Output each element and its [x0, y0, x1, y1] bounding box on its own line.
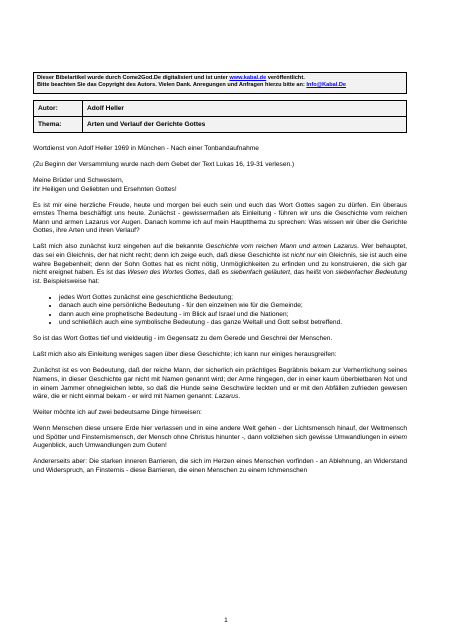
page-number: 1 [224, 617, 228, 624]
reading-note: (Zu Beginn der Versammlung wurde nach dem Gebet der Text Lukas 16, 19-31 verlesen.) [33, 160, 295, 168]
list-item: • dann auch eine prophetische Bedeutung - im Blick auf Israel und die Nationen; [59, 311, 407, 320]
paragraph-transformation: Wenn Menschen diese unsere Erde hier verlassen und in eine andere Welt gehen - der Lichtsmensch hinauf, der Weltmensch und Spötter und Finsternismensch, der Mensch ohne Christus hinunter -, dann vollziehen sich gewisse Umwandlungen in einem Augenblick, auch Umwandlungen zum Guten! [33, 425, 407, 450]
paragraph-word-depth: So ist das Wort Gottes tief und vieldeutig - im Gegensatz zu dem Gerede und Geschrei der Menschen. [33, 335, 333, 343]
article-body [33, 145, 407, 483]
contact-email-link[interactable]: Info@Kabal.De [306, 82, 347, 89]
paragraph-opening: Es ist mir eine herzliche Freude, heute und morgen bei euch sein und euch das Wort Gottes sagen zu dürfen. Ein überaus ernstes Thema beschäftigt uns heute. Zunächst - gewissermaßen als Einleitung - führen wir uns die Geschichte vom reichen Mann und armen Lazarus vor Augen. Danach komme ich auf mein Hauptthema zu sprechen: Was wissen wir über die Gerichte Gottes, ihre Arten und ihren Verlauf? [33, 201, 407, 235]
intro-line: Wortdienst von Adolf Heller 1969 in München - Nach einer Tonbandaufnahme [33, 145, 259, 152]
paragraph-barriers: Andererseits aber: Die starken inneren Barrieren, die sich im Herzen eines Menschen vorfinden - an Ablehnung, an Widerstand und Widerspruch, an Finsternis - diese Barrieren, die einen Menschen zu einem Ichmenschen [33, 458, 407, 474]
kabal-website-link[interactable]: www.kabal.de [229, 75, 267, 81]
article-meta-table [33, 100, 407, 133]
notice-line-2: Bitte beachten Sie das Copyright des Autors. Vielen Dank. Anregungen und Anfragen hierzu bitte an: Info@Kabal.De [37, 82, 347, 89]
list-item: • und schließlich auch eine symbolische Bedeutung - das ganze Weltall und Gott selbst betreffend. [59, 319, 407, 328]
paragraph-two-things: Weiter möchte ich auf zwei bedeutsame Dinge hinweisen: [33, 409, 202, 417]
topic-row [34, 117, 407, 133]
salutation: Meine Brüder und Schwestern, ihr Heiligen und Geliebten und Ersehnten Gottes! [33, 176, 177, 193]
paragraph-rich-man: Zunächst ist es von Bedeutung, daß der reiche Mann, der sicherlich ein prächtiges Begräbnis bekam zur Verherrlichung seines Namens, in dieser Geschichte gar nicht mit Namen genannt wird; der Arme hingegen, der in einer kaum überbietbaren Not und in einem Jammer ohnegleichen lebte, so daß die Hunde seine Geschwüre leckten und er mit den Abfällen zufrieden gewesen wäre, die er nicht einmal bekam - er wird mit Namen genannt: Lazarus. [33, 367, 407, 401]
notice-line-1: Dieser Bibelartikel wurde durch Come2God.De digitalisiert und ist unter www.kabal.de veröffentlicht. [37, 75, 305, 81]
topic-value: Arten und Verlauf der Gerichte Gottes [83, 117, 407, 133]
paragraph-introduction: Laßt mich also als Einleitung weniges sagen über diese Geschichte; ich kann nur einiges herausgreifen: [33, 351, 337, 359]
list-item: • jedes Wort Gottes zunächst eine geschichtliche Bedeutung; [59, 294, 407, 303]
digitization-notice [33, 72, 407, 94]
author-row [34, 101, 407, 117]
author-value: Adolf Heller [83, 101, 407, 117]
paragraph-parable: Laßt mich also zunächst kurz eingehen auf die bekannte Geschichte vom reichen Mann und armen Lazarus. Wer behauptet, das sei ein Gleichnis, der hat nicht recht; denn ich zeige euch, daß diese Geschichte ist nicht nur ein Gleichnis, sie ist auch eine wahre Begebenheit; denn der Sohn Gottes hat es nicht nötig, Unmöglichkeiten zu erfinden und zu konstruieren, die sich gar nicht ereignet haben. Es ist das Wesen des Wortes Gottes, daß es siebenfach geläutert, das heißt von siebenfacher Bedeutung ist. Beispielsweise hat: [33, 243, 408, 285]
author-label: Autor: [34, 101, 83, 117]
topic-label: Thema: [34, 117, 83, 133]
meaning-list [33, 294, 407, 328]
list-item: • danach auch eine persönliche Bedeutung - für den einzelnen wie für die Gemeinde; [59, 302, 407, 311]
